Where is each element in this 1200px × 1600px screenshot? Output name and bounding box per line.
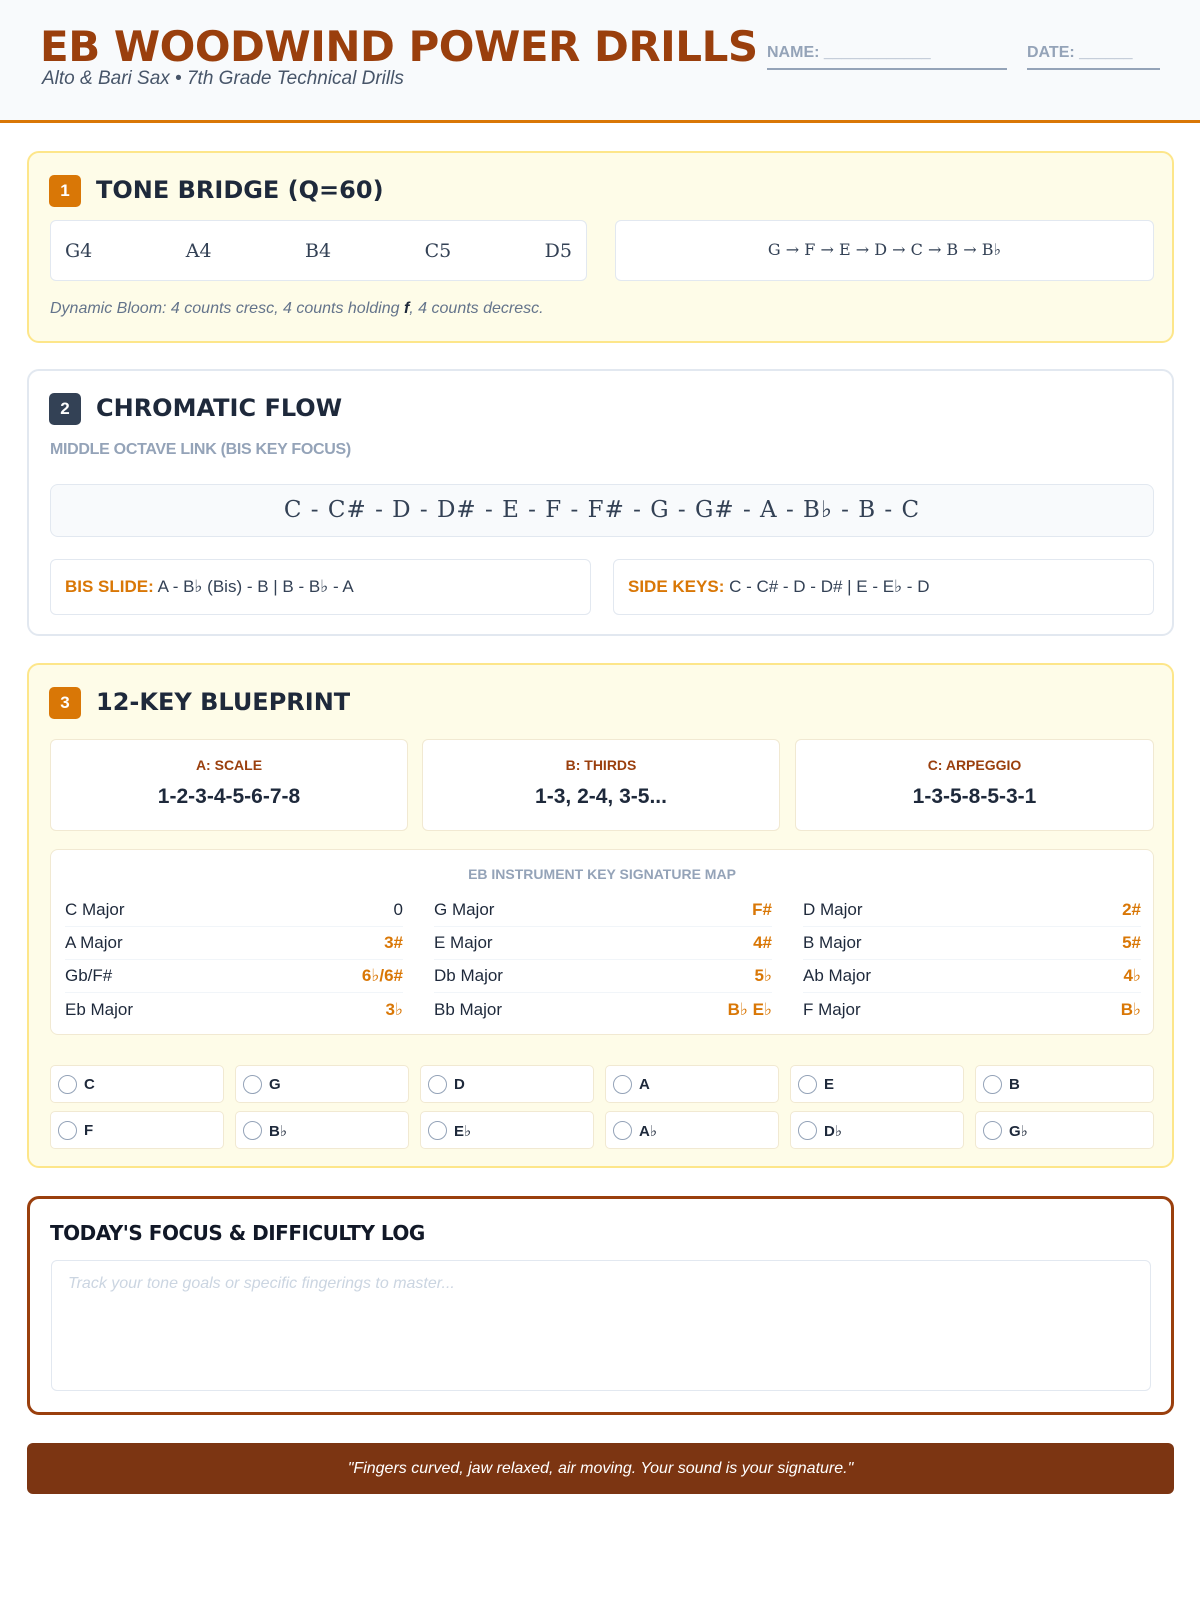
key-checkbox-item[interactable] <box>790 1065 964 1103</box>
key-checkbox-item[interactable] <box>605 1065 779 1103</box>
key-name: Bb Major <box>434 999 503 1019</box>
checkbox-circle[interactable] <box>798 1121 817 1140</box>
section-title: CHROMATIC FLOW <box>96 394 343 422</box>
arpeggio-pattern-card <box>795 739 1154 831</box>
checkbox-circle[interactable] <box>798 1075 817 1094</box>
checkbox-label: G♭ <box>1009 1123 1028 1140</box>
key-name: Gb/F# <box>65 966 113 985</box>
dynamic-text: , 4 counts decresc. <box>409 300 544 317</box>
footer-quote: "Fingers curved, jaw relaxed, air moving. Your sound is your signature." <box>347 1460 854 1477</box>
note: G4 <box>65 239 93 262</box>
card-value: 1-2-3-4-5-6-7-8 <box>157 785 301 808</box>
note: C5 <box>424 239 452 262</box>
map-row <box>434 894 772 927</box>
map-row <box>65 960 403 993</box>
focus-log-textarea[interactable] <box>51 1260 1151 1391</box>
checkbox-label: D♭ <box>824 1123 842 1140</box>
bis-slide-label: BIS SLIDE: <box>65 577 154 596</box>
descending-line: G → F → E → D → C → B → B♭ <box>767 240 1002 259</box>
map-row <box>434 927 772 960</box>
key-blueprint-section <box>27 663 1174 1168</box>
key-signature: 0 <box>393 900 403 919</box>
checkbox-circle[interactable] <box>428 1121 447 1140</box>
key-checkbox-item[interactable] <box>975 1111 1154 1149</box>
key-signature-map <box>50 849 1154 1035</box>
section-number-badge: 3 <box>49 687 81 719</box>
key-signature: 4♭ <box>1123 966 1141 985</box>
date-field[interactable]: DATE: ______ <box>1027 44 1160 70</box>
key-name: Db Major <box>434 966 503 985</box>
key-signature: B♭ E♭ <box>727 999 772 1019</box>
map-row <box>803 927 1141 960</box>
log-title: TODAY'S FOCUS & DIFFICULTY LOG <box>50 1221 425 1245</box>
checkbox-label: C <box>84 1076 95 1093</box>
card-value: 1-3-5-8-5-3-1 <box>912 785 1037 808</box>
side-keys-box <box>613 559 1154 615</box>
key-signature: F# <box>752 900 772 919</box>
chromatic-flow-section <box>27 369 1174 636</box>
side-keys-label: SIDE KEYS: <box>628 577 725 596</box>
key-checkbox-item[interactable] <box>420 1111 594 1149</box>
checkbox-circle[interactable] <box>243 1075 262 1094</box>
map-title: EB INSTRUMENT KEY SIGNATURE MAP <box>468 866 736 882</box>
map-row <box>803 960 1141 993</box>
key-signature: 4# <box>753 933 772 952</box>
checkbox-circle[interactable] <box>58 1075 77 1094</box>
section-number-badge: 1 <box>49 175 81 207</box>
page-title: EB WOODWIND POWER DRILLS <box>40 22 758 71</box>
key-name: A Major <box>65 933 123 952</box>
key-name: E Major <box>434 933 493 952</box>
key-signature: 5# <box>1122 933 1141 952</box>
key-checkbox-item[interactable] <box>975 1065 1154 1103</box>
checkbox-circle[interactable] <box>613 1075 632 1094</box>
map-column <box>65 894 403 1026</box>
key-name: D Major <box>803 900 863 919</box>
checkbox-label: D <box>454 1076 465 1093</box>
key-checkbox-item[interactable] <box>50 1111 224 1149</box>
scale-pattern-card <box>50 739 408 831</box>
dynamic-text: Dynamic Bloom: 4 counts cresc, 4 counts holding <box>50 300 404 317</box>
section-title: 12-KEY BLUEPRINT <box>96 688 351 716</box>
card-value: 1-3, 2-4, 3-5... <box>535 785 667 808</box>
map-row <box>65 993 403 1026</box>
key-checkbox-item[interactable] <box>420 1065 594 1103</box>
checkbox-label: E♭ <box>454 1123 472 1140</box>
dynamic-bloom-instructions <box>50 300 544 318</box>
map-column <box>434 894 772 1026</box>
section-title: TONE BRIDGE (Q=60) <box>96 176 384 204</box>
map-row <box>65 894 403 927</box>
forte-marking: f <box>403 300 410 317</box>
map-row <box>434 960 772 993</box>
note: D5 <box>544 239 572 262</box>
checkbox-circle[interactable] <box>983 1075 1002 1094</box>
key-signature: 3♭ <box>385 999 403 1019</box>
map-row <box>65 927 403 960</box>
checkbox-circle[interactable] <box>983 1121 1002 1140</box>
key-name: Ab Major <box>803 966 872 985</box>
key-name: G Major <box>434 900 495 919</box>
page-subtitle: Alto & Bari Sax • 7th Grade Technical Drills <box>42 68 404 89</box>
key-signature: 3# <box>384 933 403 952</box>
key-checkbox-item[interactable] <box>605 1111 779 1149</box>
note: B4 <box>305 239 332 262</box>
key-name: C Major <box>65 900 125 919</box>
checkbox-label: A♭ <box>639 1123 657 1140</box>
checkbox-label: A <box>639 1076 650 1093</box>
key-checkbox-item[interactable] <box>790 1111 964 1149</box>
section-subtitle: MIDDLE OCTAVE LINK (BIS KEY FOCUS) <box>50 441 351 458</box>
key-name: F Major <box>803 999 861 1019</box>
checkbox-label: E <box>824 1076 835 1093</box>
note: A4 <box>185 239 212 262</box>
bis-slide-text: A - B♭ (Bis) - B | B - B♭ - A <box>153 577 354 596</box>
checkbox-circle[interactable] <box>58 1121 77 1140</box>
map-column <box>803 894 1141 1026</box>
card-title: C: ARPEGGIO <box>927 757 1022 773</box>
checkbox-circle[interactable] <box>243 1121 262 1140</box>
chromatic-scale-box <box>50 484 1154 537</box>
key-signature: 6♭/6# <box>361 966 403 985</box>
checkbox-label: F <box>84 1122 94 1139</box>
bis-slide-box <box>50 559 591 615</box>
focus-log-section <box>27 1196 1174 1415</box>
key-signature: B♭ <box>1120 999 1141 1019</box>
card-title: A: SCALE <box>195 757 263 773</box>
page-header <box>0 0 1200 123</box>
checkbox-label: B♭ <box>269 1123 287 1140</box>
key-checkbox-item[interactable] <box>235 1065 409 1103</box>
key-signature: 2# <box>1122 900 1141 919</box>
checkbox-label: B <box>1009 1076 1020 1093</box>
footer-quote-banner <box>27 1443 1174 1494</box>
key-checkbox-item[interactable] <box>235 1111 409 1149</box>
tone-bridge-section <box>27 151 1174 343</box>
key-name: B Major <box>803 933 862 952</box>
chromatic-scale: C - C# - D - D# - E - F - F# - G - G# - A - B♭ - B - C <box>283 497 921 523</box>
checkbox-circle[interactable] <box>613 1121 632 1140</box>
card-title: B: THIRDS <box>565 757 637 773</box>
key-checkbox-item[interactable] <box>50 1065 224 1103</box>
name-field[interactable]: NAME: ____________ <box>767 44 1007 70</box>
section-number-badge: 2 <box>49 393 81 425</box>
checkbox-circle[interactable] <box>428 1075 447 1094</box>
descending-notes-box <box>615 220 1154 281</box>
key-signature: 5♭ <box>754 966 772 985</box>
map-row <box>803 894 1141 927</box>
side-keys-text: C - C# - D - D# | E - E♭ - D <box>724 577 930 596</box>
checkbox-label: G <box>269 1076 281 1093</box>
ascending-notes-box <box>50 220 587 281</box>
key-name: Eb Major <box>65 999 134 1019</box>
map-row <box>803 993 1141 1026</box>
thirds-pattern-card <box>422 739 780 831</box>
map-row <box>434 993 772 1026</box>
